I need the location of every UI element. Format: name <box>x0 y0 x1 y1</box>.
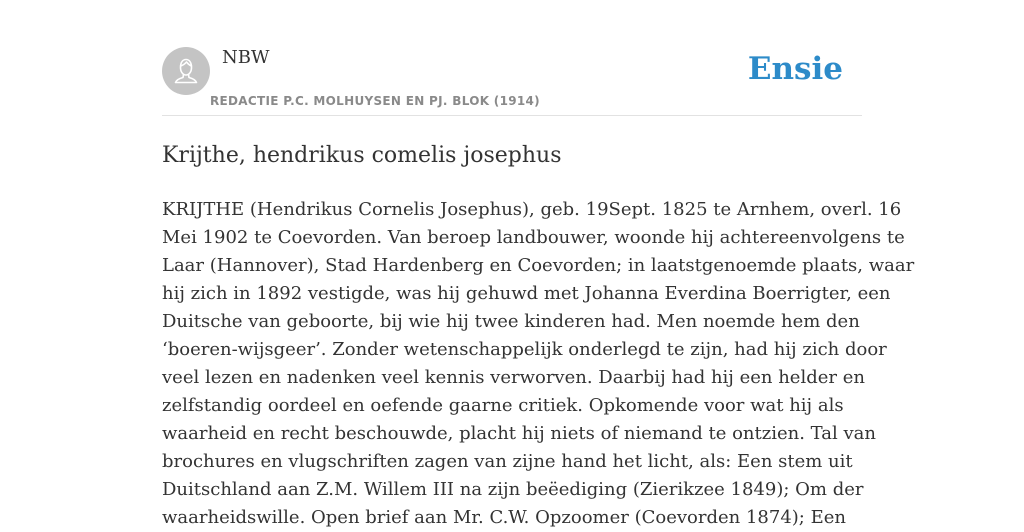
article-title: Krijthe, hendrikus comelis josephus <box>162 143 562 168</box>
site-logo[interactable]: Ensie <box>747 51 843 87</box>
body-line: hij zich in 1892 vestigde, was hij gehuwd met Johanna Everdina Boerrigter, een <box>162 283 891 304</box>
body-line: zelfstandig oordeel en oefende gaarne critiek. Opkomende voor wat hij als <box>162 395 844 416</box>
user-placeholder-icon <box>162 47 210 95</box>
body-line: ‘boeren-wijsgeer’. Zonder wetenschappelijk onderlegd te zijn, had hij zich door <box>162 339 887 360</box>
body-line: waarheid en recht beschouwde, placht hij niets of niemand te ontzien. Tal van <box>162 423 876 444</box>
body-line: Laar (Hannover), Stad Hardenberg en Coevorden; in laatstgenoemde plaats, waar <box>162 255 915 276</box>
body-line: Duitschland aan Z.M. Willem III na zijn beëediging (Zierikzee 1849); Om der <box>162 479 864 500</box>
body-line: Duitsche van geboorte, bij wie hij twee kinderen had. Men noemde hem den <box>162 311 860 332</box>
body-line: Mei 1902 te Coevorden. Van beroep landbouwer, woonde hij achtereenvolgens te <box>162 227 905 248</box>
author-name[interactable]: NBW <box>222 47 270 68</box>
body-line: brochures en vlugschriften zagen van zijne hand het licht, als: Een stem uit <box>162 451 853 472</box>
avatar[interactable] <box>162 47 210 95</box>
body-line: veel lezen en nadenken veel kennis verworven. Daarbij had hij een helder en <box>162 367 865 388</box>
page-container <box>162 0 915 532</box>
source-meta: REDACTIE P.C. MOLHUYSEN EN PJ. BLOK (1914) <box>210 94 540 108</box>
article-body <box>162 196 915 532</box>
body-line: KRIJTHE (Hendrikus Cornelis Josephus), geb. 19Sept. 1825 te Arnhem, overl. 16 <box>162 199 902 220</box>
header <box>162 0 862 116</box>
body-line: waarheidswille. Open brief aan Mr. C.W. Opzoomer (Coevorden 1874); Een <box>162 507 846 528</box>
